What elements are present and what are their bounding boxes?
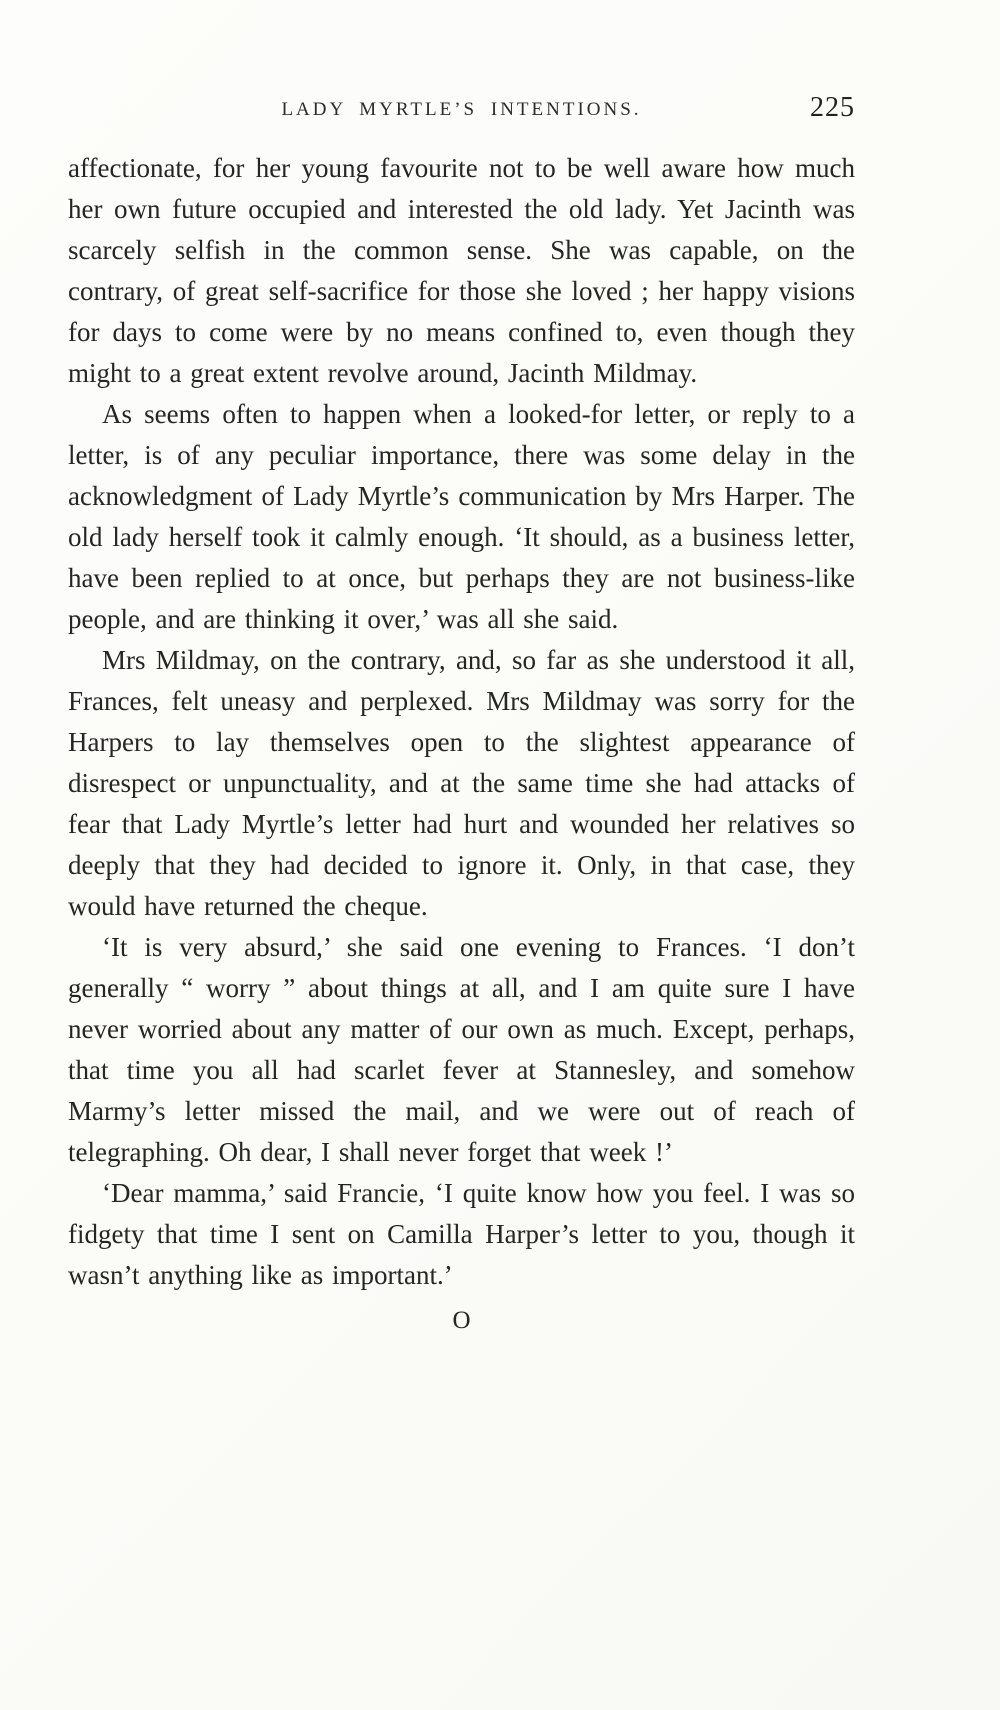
- body-text: [68, 148, 855, 1296]
- paragraph: Mrs Mildmay, on the contrary, and, so far as she understood it all, Frances, felt uneasy and perplexed. Mrs Mildmay was sorry for the Harpers to lay themselves open to the slightest appearance of disrespect or unpunctuality, and at the same time she had attacks of fear that Lady Myrtle’s letter had hurt and wounded her relatives so deeply that they had decided to ignore it. Only, in that case, they would have returned the cheque.: [68, 645, 855, 921]
- page-number: 225: [810, 92, 855, 123]
- paragraph: ‘It is very absurd,’ she said one evening to Frances. ‘I don’t generally “ worry ” about things at all, and I am quite sure I have never worried about any matter of our own as much. Except, perhaps, that time you all had scarlet fever at Stannesley, and somehow Marmy’s letter missed the mail, and we were out of reach of telegraphing. Oh dear, I shall never forget that week !’: [68, 932, 855, 1167]
- paragraph: As seems often to happen when a looked-for letter, or reply to a letter, is of any peculiar importance, there was some delay in the acknowledgment of Lady Myrtle’s communication by Mrs Harper. The old lady herself took it calmly enough. ‘It should, as a business letter, have been replied to at once, but perhaps they are not business-like people, and are thinking it over,’ was all she said.: [68, 399, 855, 634]
- running-head: [68, 92, 855, 126]
- running-head-title: LADY MYRTLE’S INTENTIONS.: [281, 99, 642, 120]
- paragraph: affectionate, for her young favourite not to be well aware how much her own future occupied and interested the old lady. Yet Jacinth was scarcely selfish in the common sense. She was capable, on the contrary, of great self-sacrifice for those she loved ; her happy visions for days to come were by no means confined to, even though they might to a great extent revolve around, Jacinth Mildmay.: [68, 153, 855, 388]
- paragraph: ‘Dear mamma,’ said Francie, ‘I quite know how you feel. I was so fidgety that time I sent on Camilla Harper’s letter to you, though it wasn’t anything like as important.’: [68, 1178, 855, 1290]
- signature-mark: O: [452, 1307, 471, 1334]
